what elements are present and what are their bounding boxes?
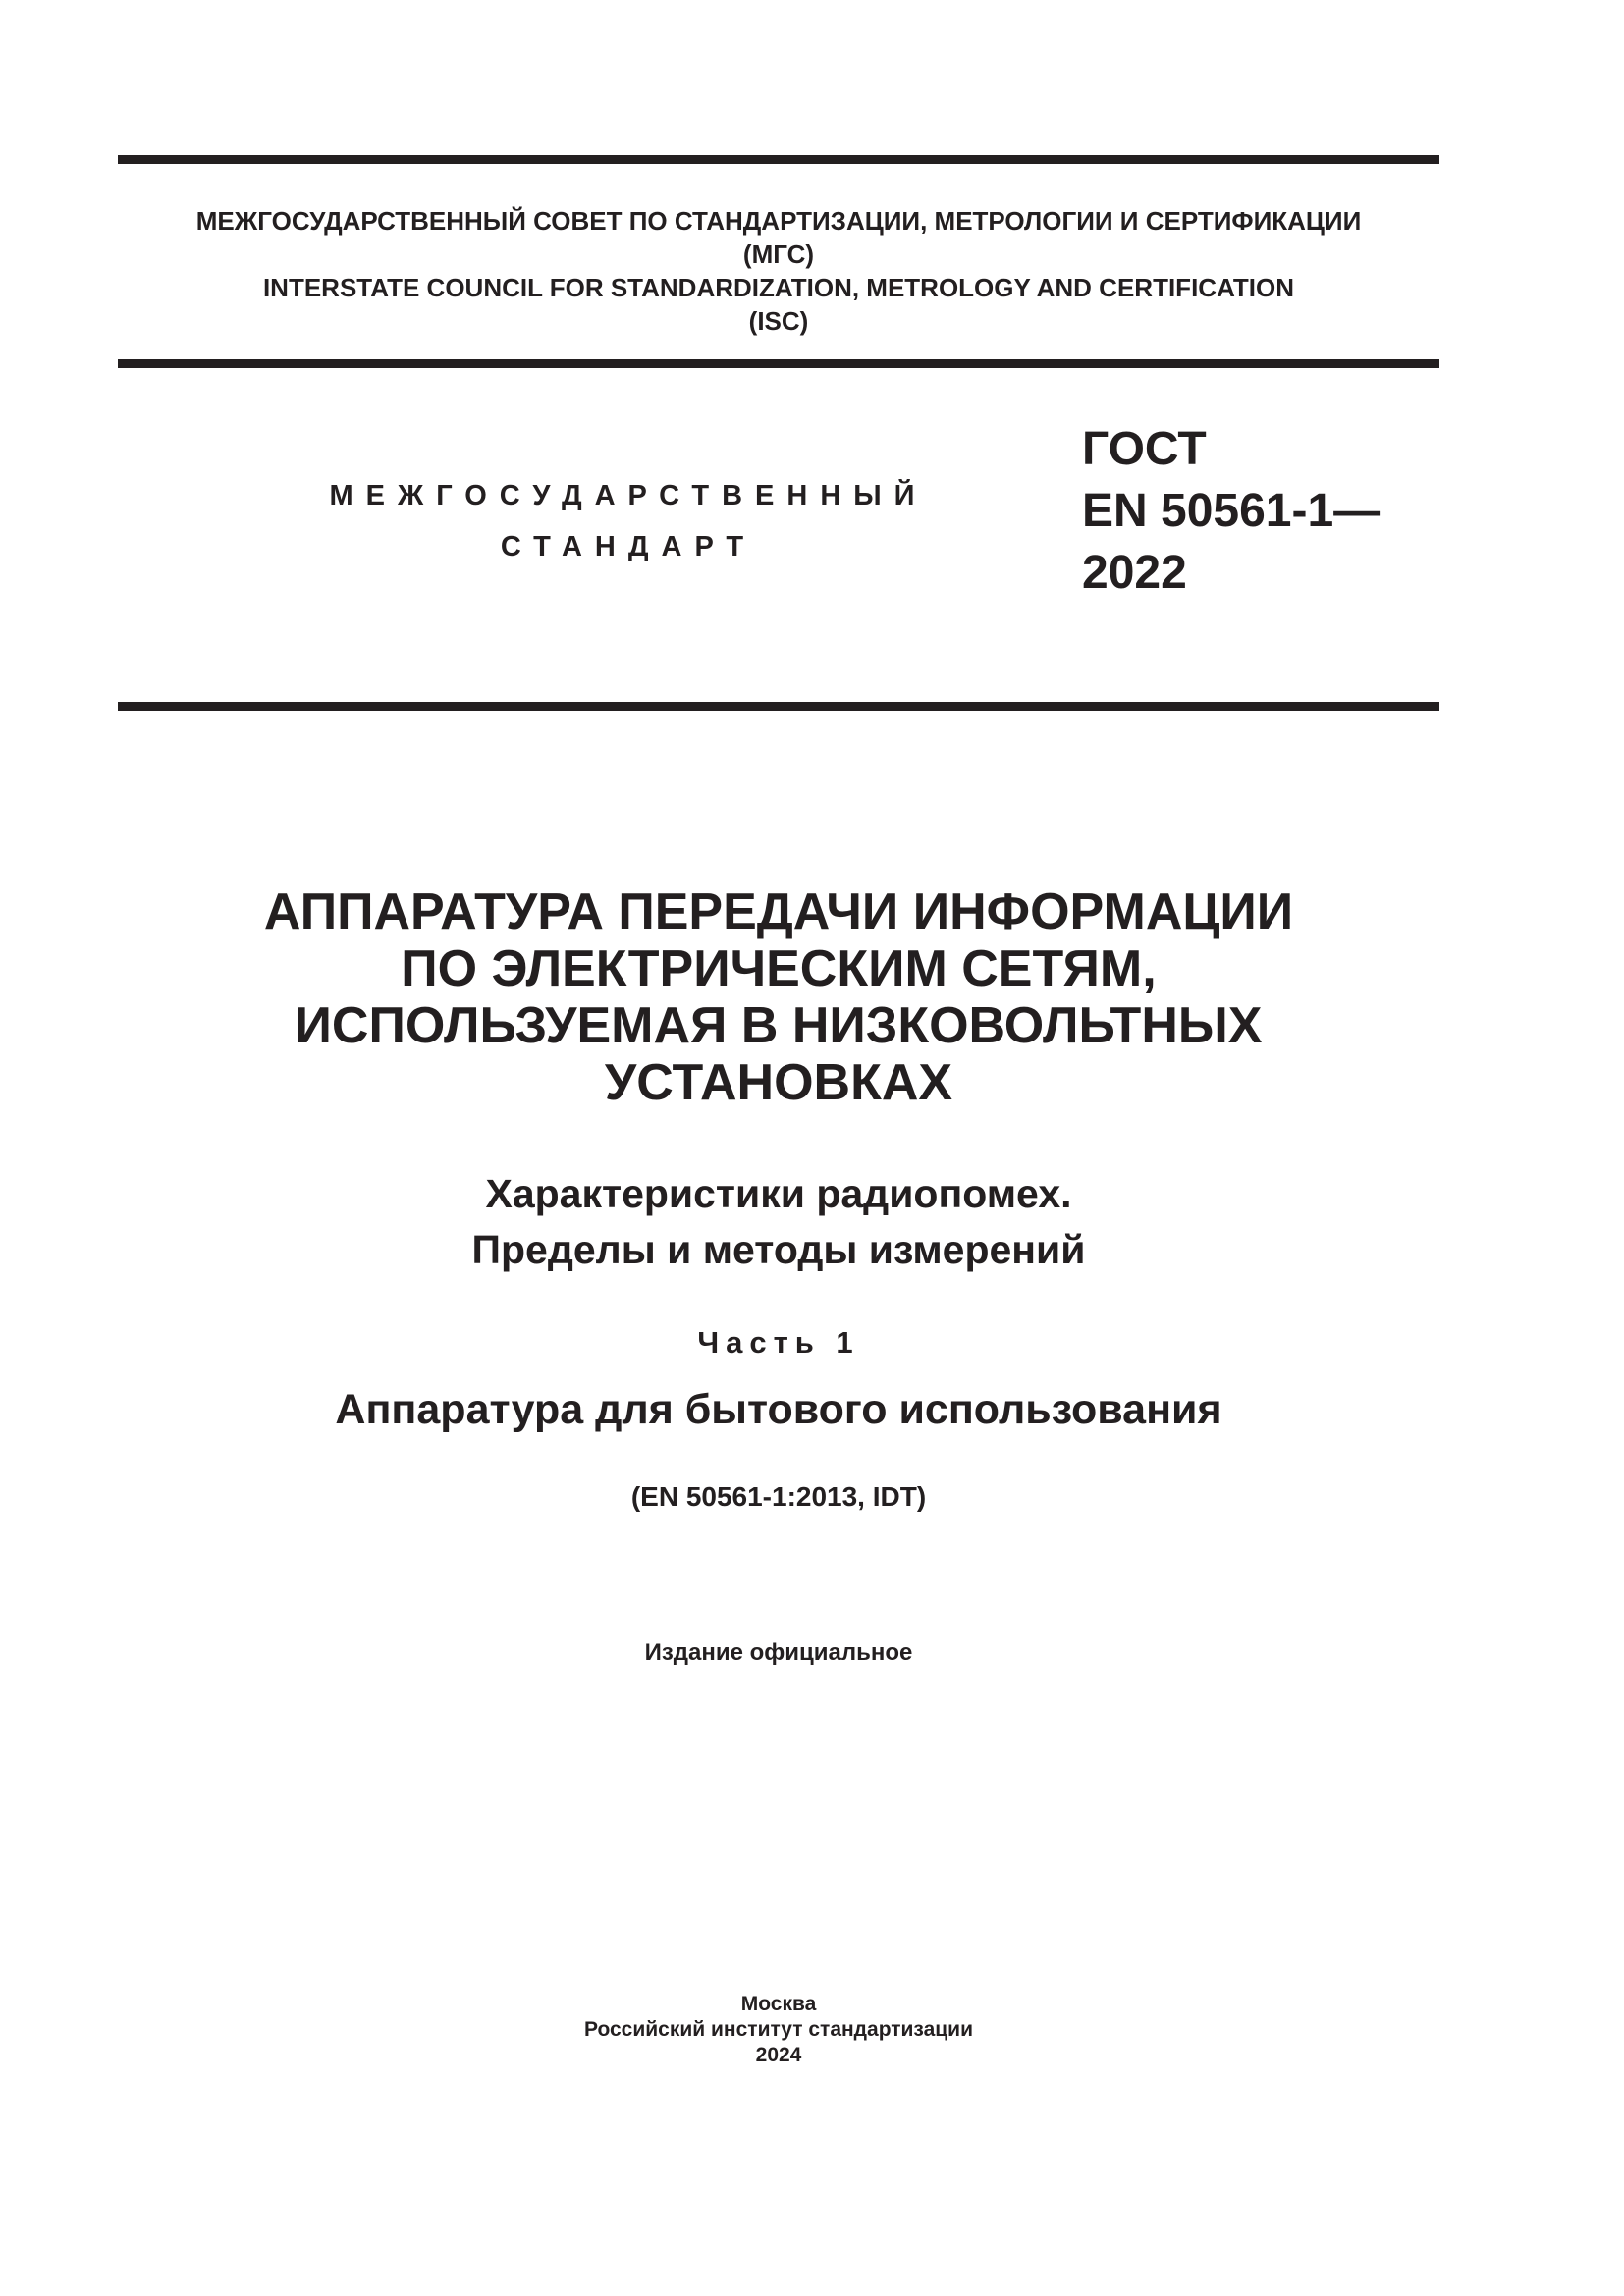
imprint-year: 2024 bbox=[755, 2044, 802, 2066]
title-line: УСТАНОВКАХ bbox=[604, 1054, 953, 1111]
council-header bbox=[118, 204, 1439, 338]
imprint bbox=[118, 1992, 1439, 2068]
council-name-ru: МЕЖГОСУДАРСТВЕННЫЙ СОВЕТ ПО СТАНДАРТИЗАЦИИ, МЕТРОЛОГИИ И СЕРТИФИКАЦИИ bbox=[195, 206, 1362, 236]
subtitle-line: Характеристики радиопомех. bbox=[485, 1171, 1072, 1216]
standard-designation bbox=[1082, 418, 1435, 604]
top-rule bbox=[118, 155, 1439, 164]
title-line: ИСПОЛЬЗУЕМАЯ В НИЗКОВОЛЬТНЫХ bbox=[295, 997, 1263, 1054]
edition-note: Издание официальное bbox=[644, 1639, 913, 1666]
council-abbr-en: (ISC) bbox=[748, 306, 809, 336]
designation-line3: 2022 bbox=[1082, 547, 1187, 599]
part-number: Часть 1 bbox=[697, 1325, 860, 1360]
subtitle-line: Пределы и методы измерений bbox=[471, 1227, 1086, 1272]
imprint-publisher: Российский институт стандартизации bbox=[583, 2018, 974, 2041]
title-line: ПО ЭЛЕКТРИЧЕСКИМ СЕТЯМ, bbox=[401, 940, 1157, 997]
standard-type-line1: МЕЖГОСУДАРСТВЕННЫЙ bbox=[329, 480, 928, 511]
council-bottom-rule bbox=[118, 359, 1439, 368]
council-name-en: INTERSTATE COUNCIL FOR STANDARDIZATION, METROLOGY AND CERTIFICATION bbox=[262, 273, 1295, 302]
imprint-city: Москва bbox=[740, 1993, 817, 2015]
document-subtitle bbox=[118, 1166, 1439, 1278]
title-line: АППАРАТУРА ПЕРЕДАЧИ ИНФОРМАЦИИ bbox=[263, 883, 1294, 940]
part-subject: Аппаратура для бытового использования bbox=[335, 1386, 1222, 1433]
standard-type-label bbox=[295, 470, 962, 572]
source-reference: (EN 50561-1:2013, IDT) bbox=[630, 1481, 927, 1512]
header-bottom-rule bbox=[118, 702, 1439, 711]
standard-type-line2: СТАНДАРТ bbox=[500, 531, 757, 562]
designation-line2: EN 50561-1— bbox=[1082, 485, 1381, 537]
council-abbr-ru: (МГС) bbox=[742, 240, 815, 269]
designation-line1: ГОСТ bbox=[1082, 423, 1207, 475]
document-title bbox=[118, 883, 1439, 1111]
